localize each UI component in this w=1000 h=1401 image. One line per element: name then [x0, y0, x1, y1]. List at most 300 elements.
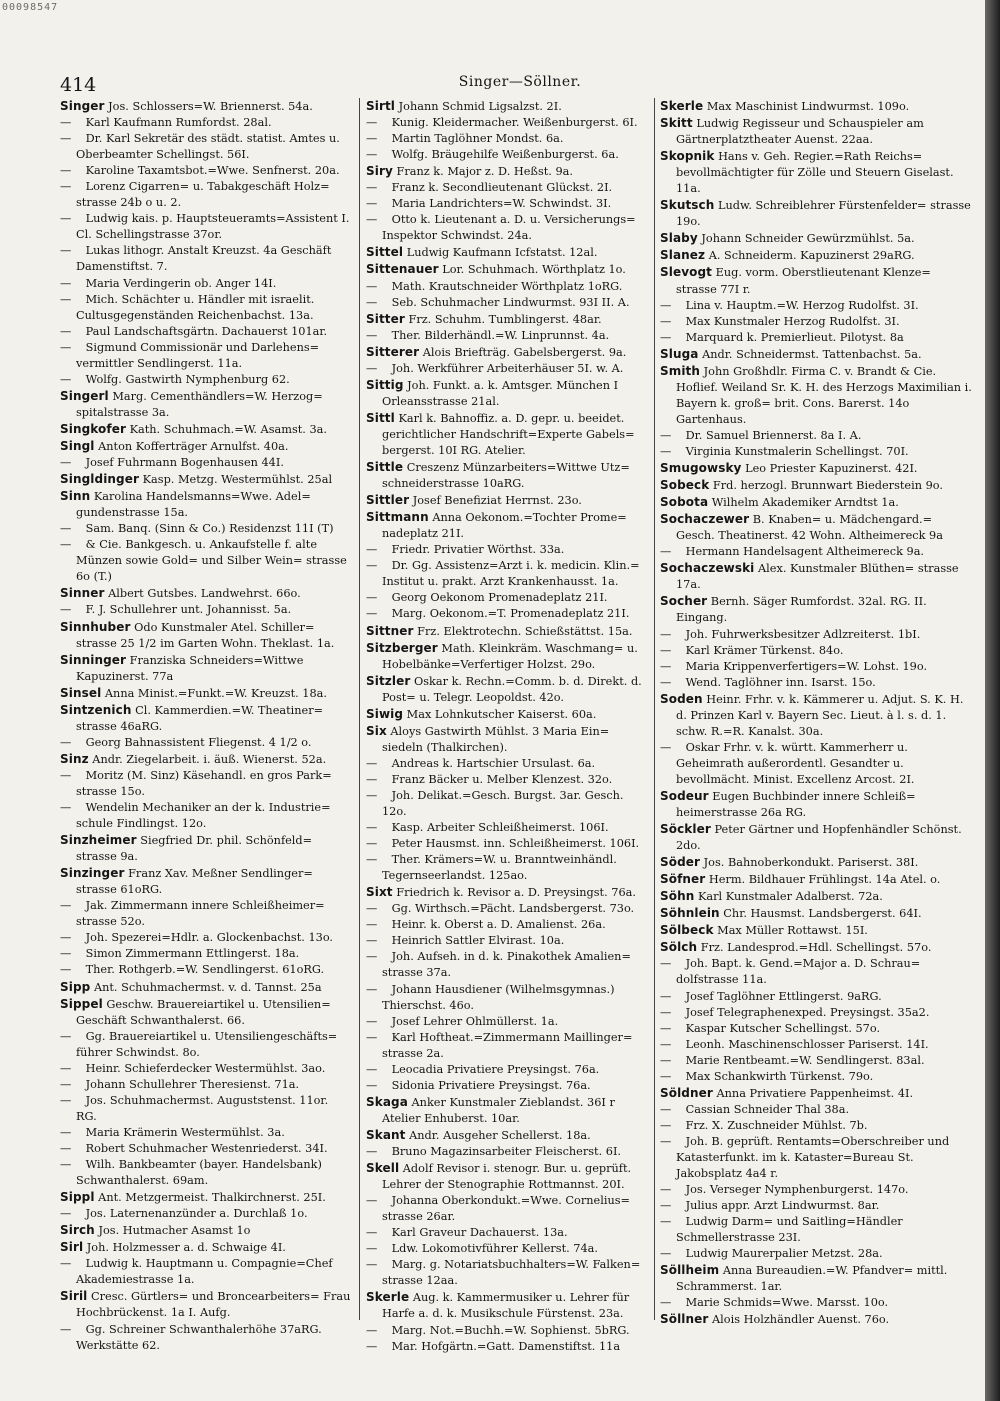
directory-sub-entry	[366, 115, 650, 131]
entry-dash: —	[60, 1207, 72, 1221]
directory-entry	[366, 377, 650, 410]
directory-sub-entry	[366, 180, 650, 196]
entry-details: Chr. Hausmst. Landsbergerst. 64I.	[723, 907, 922, 921]
directory-entry	[60, 996, 352, 1029]
entry-surname: Singkofer	[60, 421, 126, 436]
entry-surname: Sochaczewer	[660, 512, 750, 527]
entry-surname: Söfner	[660, 872, 706, 887]
entry-details: Lor. Schuhmach. Wörthplatz 1o.	[442, 263, 626, 277]
directory-sub-entry	[60, 898, 352, 930]
entry-dash: —	[366, 116, 378, 130]
entry-details: Andreas k. Hartschier Ursulast. 6a.	[391, 756, 596, 770]
entry-details: Otto k. Lieutenant a. D. u. Versicherungs= Inspektor Schwindst. 24a.	[382, 213, 636, 243]
directory-sub-entry	[660, 330, 972, 346]
directory-sub-entry	[60, 1322, 352, 1354]
entry-dash: —	[366, 559, 378, 573]
directory-sub-entry	[60, 324, 352, 340]
entry-dash: —	[366, 213, 378, 227]
entry-dash: —	[660, 627, 672, 641]
entry-surname: Sinn	[60, 489, 91, 504]
entry-details: Dr. Gg. Assistenz=Arzt i. k. medicin. Klin.= Institut u. prakt. Arzt Krankenhausst. 1a.	[382, 559, 640, 589]
entry-details: Herm. Bildhauer Frühlingst. 14a Atel. o.	[708, 873, 941, 887]
entry-dash: —	[60, 899, 72, 913]
entry-details: Maria Verdingerin ob. Anger 14I.	[85, 276, 277, 290]
entry-details: Ludwig Regisseur und Schauspieler am Gärtnerplatztheater Auenst. 22aa.	[676, 117, 924, 147]
entry-details: Georg Bahnassistent Fliegenst. 4 1/2 o.	[85, 735, 312, 749]
entry-surname: Skaga	[366, 1094, 408, 1109]
directory-entry	[366, 673, 650, 706]
directory-entry	[60, 685, 352, 702]
entry-details: Eugen Buchbinder innere Schleiß= heimerstrasse 26a RG.	[676, 789, 916, 820]
entry-dash: —	[660, 1037, 672, 1051]
entry-dash: —	[60, 1322, 72, 1336]
entry-details: Marie Schmids=Wwe. Marsst. 10o.	[685, 1296, 889, 1310]
entry-dash: —	[660, 1247, 672, 1261]
directory-sub-entry	[366, 1078, 650, 1094]
entry-details: Maria Landrichters=W. Schwindst. 3I.	[391, 197, 612, 211]
entry-details: Max Maschinist Lindwurmst. 109o.	[706, 100, 910, 113]
entry-dash: —	[660, 1183, 672, 1197]
entry-details: Julius appr. Arzt Lindwurmst. 8ar.	[685, 1199, 880, 1213]
directory-sub-entry	[60, 179, 352, 211]
directory-sub-entry	[660, 659, 972, 675]
directory-entry	[366, 623, 650, 640]
entry-dash: —	[60, 1257, 72, 1271]
entry-details: Gg. Brauereiartikel u. Utensiliengeschäfts= führer Schwindst. 8o.	[76, 1029, 338, 1059]
entry-dash: —	[60, 768, 72, 782]
entry-details: Aloys Gastwirth Mühlst. 3 Maria Ein= siedeln (Thalkirchen).	[382, 724, 610, 754]
entry-details: Ludw. Schreiblehrer Fürstenfelder= strasse 19o.	[676, 199, 971, 229]
entry-details: Hermann Handelsagent Altheimereck 9a.	[685, 545, 925, 559]
directory-entry	[60, 421, 352, 438]
entry-details: Alois Briefträg. Gabelsbergerst. 9a.	[422, 345, 627, 359]
entry-details: Josef Fuhrmann Bogenhausen 44I.	[85, 456, 284, 470]
entry-surname: Siwig	[366, 706, 404, 721]
directory-sub-entry	[60, 537, 352, 585]
entry-details: Marg. g. Notariatsbuchhalters=W. Falken= strasse 12aa.	[382, 1258, 641, 1288]
entry-details: Franziska Schneiders=Wittwe Kapuzinerst. 77a	[76, 653, 304, 683]
directory-sub-entry	[366, 852, 650, 884]
directory-entry	[60, 979, 352, 996]
entry-details: Virginia Kunstmalerin Schellingst. 70I.	[685, 444, 909, 458]
directory-sub-entry	[60, 211, 352, 243]
entry-surname: Söckler	[660, 822, 711, 837]
entry-surname: Söder	[660, 855, 701, 870]
directory-entry	[660, 230, 972, 247]
entry-dash: —	[660, 1053, 672, 1067]
directory-sub-entry	[60, 1125, 352, 1141]
directory-sub-entry	[366, 772, 650, 788]
entry-surname: Sitter	[366, 311, 405, 326]
entry-dash: —	[366, 328, 378, 342]
directory-entry	[60, 619, 352, 652]
directory-sub-entry	[660, 1295, 972, 1311]
entry-details: Jos. Hutmacher Asamst 1o	[98, 1224, 251, 1238]
entry-details: Wilhelm Akademiker Arndtst 1a.	[711, 496, 899, 510]
entry-surname: Skopnik	[660, 149, 715, 164]
entry-dash: —	[660, 1134, 672, 1148]
directory-sub-entry	[366, 1014, 650, 1030]
entry-dash: —	[660, 1215, 672, 1229]
directory-sub-entry	[60, 768, 352, 800]
directory-entry	[660, 148, 972, 197]
directory-entry	[660, 922, 972, 939]
directory-entry	[660, 1085, 972, 1102]
entry-details: Ther. Rothgerb.=W. Sendlingerst. 61oRG.	[85, 963, 325, 977]
directory-sub-entry	[660, 1198, 972, 1214]
directory-entry	[366, 492, 650, 509]
entry-dash: —	[660, 545, 672, 559]
directory-sub-entry	[660, 428, 972, 444]
entry-dash: —	[366, 821, 378, 835]
entry-surname: Sinzheimer	[60, 833, 137, 848]
directory-sub-entry	[366, 212, 650, 244]
entry-dash: —	[60, 180, 72, 194]
directory-entry	[60, 652, 352, 685]
entry-details: Ldw. Lokomotivführer Kellerst. 74a.	[391, 1242, 598, 1256]
entry-dash: —	[366, 1014, 378, 1028]
entry-dash: —	[60, 603, 72, 617]
entry-surname: Söldner	[660, 1085, 713, 1100]
entry-details: Wend. Taglöhner inn. Isarst. 15o.	[685, 675, 876, 689]
entry-details: Joh. Bapt. k. Gend.=Major a. D. Schrau= dolfstrasse 11a.	[676, 957, 921, 987]
entry-surname: Sinnhuber	[60, 619, 131, 634]
entry-details: Frz. Schuhm. Tumblingerst. 48ar.	[408, 312, 602, 326]
entry-details: Friedrich k. Revisor a. D. Preysingst. 76a.	[396, 886, 636, 900]
entry-dash: —	[60, 735, 72, 749]
directory-entry	[60, 865, 352, 898]
entry-surname: Sinzinger	[60, 866, 125, 881]
entry-details: Karl Hoftheat.=Zimmermann Maillinger= strasse 2a.	[382, 1030, 633, 1060]
entry-surname: Soden	[660, 691, 703, 706]
directory-sub-entry	[60, 1029, 352, 1061]
entry-dash: —	[60, 292, 72, 306]
running-head: Singer—Söllner.	[458, 74, 582, 90]
directory-sub-entry	[660, 444, 972, 460]
entry-surname: Söhnlein	[660, 906, 720, 921]
directory-entry	[660, 197, 972, 230]
entry-details: Karl Graveur Dachauerst. 13a.	[391, 1226, 568, 1240]
entry-details: Math. Krautschneider Wörthplatz 1oRG.	[391, 279, 623, 293]
entry-surname: Sittl	[366, 410, 395, 425]
entry-details: A. Schneiderm. Kapuzinerst 29aRG.	[708, 249, 915, 263]
entry-dash: —	[366, 591, 378, 605]
entry-details: Ludwig Maurerpalier Metzst. 28a.	[685, 1247, 883, 1261]
entry-details: Sigmund Commissionär und Darlehens= vermittler Sendlingerst. 11a.	[76, 340, 320, 370]
entry-dash: —	[660, 643, 672, 657]
directory-sub-entry	[60, 115, 352, 131]
entry-dash: —	[660, 1021, 672, 1035]
directory-entry	[366, 459, 650, 492]
entry-surname: Smith	[660, 363, 701, 378]
directory-entry	[366, 163, 650, 180]
entry-details: Kunig. Kleidermacher. Weißenburgerst. 6I.	[391, 116, 638, 130]
directory-entry	[366, 1289, 650, 1322]
entry-dash: —	[366, 853, 378, 867]
entry-details: Ludwig Kaufmann Icfstatst. 12al.	[406, 246, 598, 260]
entry-details: Heinrich Sattler Elvirast. 10a.	[391, 934, 565, 948]
entry-dash: —	[660, 989, 672, 1003]
entry-surname: Sölch	[660, 940, 698, 955]
directory-sub-entry	[60, 1206, 352, 1222]
entry-dash: —	[60, 1077, 72, 1091]
entry-surname: Six	[366, 723, 387, 738]
entry-details: Anna Oekonom.=Tochter Prome= nadeplatz 21I.	[382, 511, 627, 541]
entry-surname: Sinz	[60, 751, 89, 766]
entry-details: Karoline Taxamtsbot.=Wwe. Senfnerst. 20a.	[85, 164, 340, 178]
entry-details: Mich. Schächter u. Händler mit israelit. Cultusgegenständen Reichenbachst. 13a.	[76, 292, 315, 322]
directory-sub-entry	[60, 276, 352, 292]
directory-entry	[366, 706, 650, 723]
entry-dash: —	[60, 116, 72, 130]
directory-sub-entry	[366, 1241, 650, 1257]
directory-sub-entry	[660, 989, 972, 1005]
entry-details: Wendelin Mechaniker an der k. Industrie= schule Findlingst. 12o.	[76, 801, 331, 831]
entry-dash: —	[60, 1093, 72, 1107]
entry-details: Andr. Ausgeher Schellerst. 18a.	[409, 1128, 591, 1142]
entry-details: Odo Kunstmaler Atel. Schiller= strasse 25 1/2 im Garten Wohn. Theklast. 1a.	[76, 620, 335, 650]
directory-sub-entry	[60, 800, 352, 832]
directory-sub-entry	[366, 279, 650, 295]
entry-dash: —	[366, 148, 378, 162]
entry-details: Max Müller Rottawst. 15I.	[717, 924, 868, 938]
entry-details: Max Schankwirth Türkenst. 79o.	[685, 1069, 874, 1083]
entry-surname: Singl	[60, 438, 95, 453]
entry-dash: —	[60, 963, 72, 977]
entry-details: Cl. Kammerdien.=W. Theatiner= strasse 46aRG.	[76, 703, 324, 733]
entry-details: Josef Taglöhner Ettlingerst. 9aRG.	[685, 989, 882, 1003]
entry-surname: Slanez	[660, 248, 706, 263]
entry-dash: —	[660, 675, 672, 689]
entry-dash: —	[660, 330, 672, 344]
directory-sub-entry	[660, 1134, 972, 1182]
entry-details: Franz Bäcker u. Melber Klenzest. 32o.	[391, 772, 613, 786]
directory-sub-entry	[366, 1193, 650, 1225]
directory-sub-entry	[366, 147, 650, 163]
entry-details: Ludwig k. Hauptmann u. Compagnie=Chef Akademiestrasse 1a.	[76, 1257, 333, 1287]
directory-sub-entry	[60, 1141, 352, 1157]
entry-details: Karl Kaufmann Rumfordst. 28al.	[85, 116, 272, 130]
entry-details: Marg. Not.=Buchh.=W. Sophienst. 5bRG.	[391, 1323, 630, 1337]
directory-sub-entry	[366, 1225, 650, 1241]
directory-entry	[660, 264, 972, 297]
entry-details: Bruno Magazinsarbeiter Fleischerst. 6I.	[391, 1145, 622, 1158]
directory-entry	[60, 1239, 352, 1256]
directory-entry	[660, 871, 972, 888]
entry-details: Anton Kofferträger Arnulfst. 40a.	[98, 439, 289, 453]
entry-details: Dr. Samuel Briennerst. 8a I. A.	[685, 428, 862, 442]
directory-entry	[660, 494, 972, 511]
entry-details: Adolf Revisor i. stenogr. Bur. u. geprüft. Lehrer der Stenographie Rottmannst. 20I.	[382, 1162, 632, 1192]
entry-dash: —	[60, 947, 72, 961]
directory-sub-entry	[660, 1182, 972, 1198]
entry-details: Karl k. Bahnoffiz. a. D. gepr. u. beeidet. gerichtlicher Handschrift=Experte Gabels= bergerst. 10I RG. Atelier.	[382, 411, 635, 457]
entry-dash: —	[366, 1030, 378, 1044]
column-3	[660, 98, 972, 1329]
entry-details: Peter Hausmst. inn. Schleißheimerst. 106I.	[391, 837, 640, 851]
entry-dash: —	[60, 1029, 72, 1043]
entry-dash: —	[366, 918, 378, 932]
directory-sub-entry	[60, 372, 352, 388]
directory-sub-entry	[660, 1118, 972, 1134]
directory-sub-entry	[60, 1157, 352, 1189]
entry-surname: Sitzler	[366, 673, 411, 688]
entry-details: Alois Holzhändler Auenst. 76o.	[712, 1313, 890, 1327]
entry-details: Marie Rentbeamt.=W. Sendlingerst. 83al.	[685, 1053, 925, 1067]
directory-entry	[60, 1189, 352, 1206]
entry-details: Dr. Karl Sekretär des städt. statist. Amtes u. Oberbeamter Schellingst. 56I.	[76, 132, 340, 162]
entry-details: Johann Schneider Gewürzmühlst. 5a.	[701, 232, 915, 246]
directory-entry	[660, 477, 972, 494]
entry-details: Ludwig Darm= und Saitling=Händler Schmellerstrasse 23I.	[676, 1215, 903, 1245]
entry-surname: Sixt	[366, 885, 393, 900]
entry-surname: Sinner	[60, 586, 105, 601]
column-rule	[359, 98, 360, 1320]
directory-sub-entry	[366, 949, 650, 981]
directory-entry	[660, 1262, 972, 1295]
directory-entry	[366, 261, 650, 278]
directory-sub-entry	[60, 340, 352, 372]
entry-details: Kaspar Kutscher Schellingst. 57o.	[685, 1021, 881, 1035]
entry-details: Frd. herzogl. Brunnwart Biederstein 9o.	[712, 479, 943, 493]
directory-sub-entry	[60, 292, 352, 324]
entry-details: Lukas lithogr. Anstalt Kreuzst. 4a Geschäft Damenstiftst. 7.	[76, 244, 332, 274]
entry-dash: —	[366, 1078, 378, 1092]
entry-surname: Sittle	[366, 460, 404, 475]
entry-surname: Sobota	[660, 495, 709, 510]
entry-details: Kasp. Arbeiter Schleißheimerst. 106I.	[391, 821, 609, 835]
directory-sub-entry	[366, 328, 650, 344]
directory-entry	[660, 346, 972, 363]
entry-dash: —	[366, 295, 378, 309]
entry-details: Seb. Schuhmacher Lindwurmst. 93I II. A.	[391, 295, 630, 309]
entry-details: Robert Schuhmacher Westenriederst. 34I.	[85, 1142, 328, 1155]
directory-entry	[60, 751, 352, 768]
entry-dash: —	[366, 361, 378, 375]
directory-sub-entry	[366, 542, 650, 558]
entry-details: Frz. Elektrotechn. Schießstättst. 15a.	[417, 624, 633, 638]
entry-surname: Sittner	[366, 623, 414, 638]
entry-details: Karl Kunstmaler Adalberst. 72a.	[697, 890, 883, 904]
entry-surname: Sodeur	[660, 788, 709, 803]
directory-sub-entry	[660, 314, 972, 330]
entry-details: Sidonia Privatiere Preysingst. 76a.	[391, 1078, 591, 1092]
entry-dash: —	[660, 314, 672, 328]
entry-details: Cassian Schneider Thal 38a.	[685, 1102, 850, 1116]
directory-sub-entry	[60, 521, 352, 537]
directory-entry	[366, 509, 650, 542]
directory-sub-entry	[366, 196, 650, 212]
entry-surname: Sittig	[366, 377, 404, 392]
entry-details: Math. Kleinkräm. Waschmang= u. Hobelbänke=Verfertiger Holzst. 29o.	[382, 641, 638, 671]
entry-details: Ant. Metzgermeist. Thalkirchnerst. 25I.	[98, 1191, 326, 1205]
entry-dash: —	[60, 1158, 72, 1172]
directory-entry	[60, 488, 352, 521]
entry-dash: —	[660, 1102, 672, 1116]
entry-details: John Großhdlr. Firma C. v. Brandt & Cie. Hoflief. Weiland Sr. K. H. des Herzogs Maximilian i. Bayern k. groß= brit. Cons. Barerst. 14o Gartenhaus.	[676, 364, 972, 426]
entry-dash: —	[366, 1339, 378, 1353]
entry-surname: Sittel	[366, 245, 404, 260]
entry-details: F. J. Schullehrer unt. Johannisst. 5a.	[85, 603, 292, 617]
directory-entry	[366, 344, 650, 361]
entry-details: Franz k. Secondlieutenant Glückst. 2I.	[391, 181, 613, 195]
entry-details: Jos. Schuhmachermst. Auguststenst. 11or. RG.	[76, 1093, 329, 1123]
directory-entry	[660, 460, 972, 477]
directory-sub-entry	[366, 590, 650, 606]
entry-surname: Söllheim	[660, 1263, 720, 1278]
entry-details: Martin Taglöhner Mondst. 6a.	[391, 132, 564, 146]
entry-dash: —	[60, 1061, 72, 1075]
directory-entry	[660, 854, 972, 871]
directory-entry	[366, 884, 650, 901]
entry-surname: Sluga	[660, 346, 699, 361]
directory-sub-entry	[660, 1053, 972, 1069]
directory-sub-entry	[660, 643, 972, 659]
entry-dash: —	[60, 522, 72, 536]
entry-details: Aug. k. Kammermusiker u. Lehrer für Harfe a. d. k. Musikschule Fürstenst. 23a.	[382, 1291, 630, 1321]
entry-surname: Smugowsky	[660, 461, 742, 476]
entry-details: Anna Bureaudien.=W. Pfandver= mittl. Schrammerst. 1ar.	[676, 1264, 948, 1294]
entry-dash: —	[60, 340, 72, 354]
directory-sub-entry	[60, 602, 352, 618]
directory-sub-entry	[660, 1069, 972, 1085]
entry-dash: —	[366, 543, 378, 557]
directory-sub-entry	[366, 131, 650, 147]
entry-dash: —	[660, 1069, 672, 1083]
directory-sub-entry	[660, 298, 972, 314]
directory-entry	[60, 98, 352, 115]
directory-sub-entry	[366, 295, 650, 311]
directory-sub-entry	[366, 558, 650, 590]
entry-details: Heinr. Schieferdecker Westermühlst. 3ao.	[85, 1061, 326, 1075]
entry-surname: Sinsel	[60, 685, 102, 700]
entry-dash: —	[366, 756, 378, 770]
directory-sub-entry	[366, 1030, 650, 1062]
entry-dash: —	[366, 607, 378, 621]
entry-details: Marquard k. Premierlieut. Pilotyst. 8a	[685, 330, 904, 344]
column-1	[60, 98, 352, 1354]
entry-dash: —	[660, 1005, 672, 1019]
entry-dash: —	[660, 1118, 672, 1132]
entry-dash: —	[366, 1145, 378, 1158]
directory-sub-entry	[660, 1102, 972, 1118]
entry-dash: —	[660, 298, 672, 312]
entry-surname: Skerle	[660, 99, 704, 113]
directory-entry	[366, 98, 650, 115]
entry-surname: Sittmann	[366, 510, 429, 525]
entry-details: Marg. Oekonom.=T. Promenadeplatz 21I.	[391, 607, 630, 621]
entry-dash: —	[60, 801, 72, 815]
entry-dash: —	[366, 279, 378, 293]
directory-entry	[366, 1127, 650, 1144]
entry-details: Lina v. Hauptm.=W. Herzog Rudolfst. 3I.	[685, 298, 919, 312]
entry-surname: Sirch	[60, 1223, 95, 1238]
entry-surname: Sölbeck	[660, 923, 714, 938]
entry-surname: Sintzenich	[60, 702, 132, 717]
entry-surname: Slaby	[660, 231, 698, 246]
directory-sub-entry	[660, 1005, 972, 1021]
entry-details: Creszenz Münzarbeiters=Wittwe Utz= schneiderstrasse 10aRG.	[382, 461, 630, 491]
entry-dash: —	[60, 164, 72, 178]
entry-details: Joh. Spezerei=Hdlr. a. Glockenbachst. 13o.	[85, 931, 334, 945]
entry-details: Friedr. Privatier Wörthst. 33a.	[391, 543, 565, 557]
directory-entry	[60, 585, 352, 602]
directory-entry	[660, 115, 972, 148]
entry-details: Wolfg. Gastwirth Nymphenburg 62.	[85, 372, 290, 386]
entry-surname: Sipp	[60, 979, 91, 994]
directory-sub-entry	[60, 946, 352, 962]
directory-sub-entry	[660, 1214, 972, 1246]
